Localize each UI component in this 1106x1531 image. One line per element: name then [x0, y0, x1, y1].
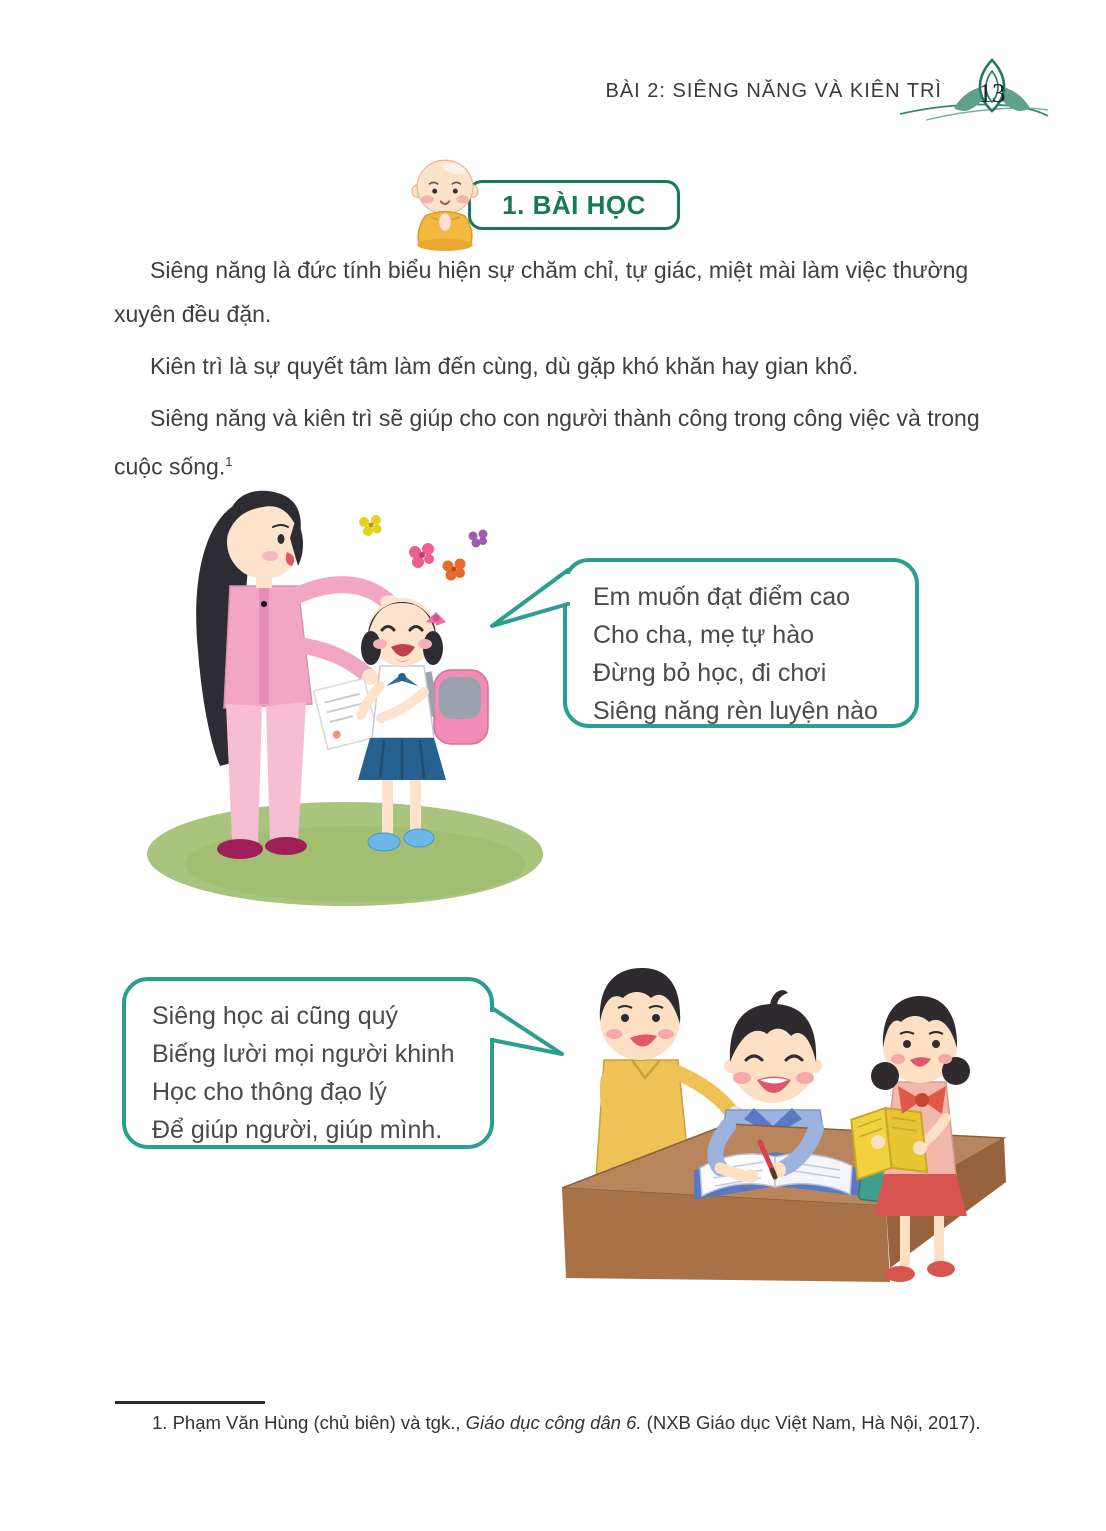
- bubble-line: Học cho thông đạo lý: [152, 1078, 387, 1106]
- footnote-rule: [115, 1401, 265, 1404]
- illustration-study-group: [548, 948, 1008, 1293]
- footnote: [114, 1412, 1014, 1434]
- illustration-mother-daughter: [140, 446, 560, 916]
- bubble-line: Em muốn đạt điểm cao: [593, 583, 851, 611]
- speech-bubble-tail-right: [488, 1004, 568, 1068]
- bubble-line: Biếng lười mọi người khinh: [152, 1040, 455, 1068]
- footnote-book-title: Giáo dục công dân 6.: [465, 1412, 642, 1433]
- flower-yellow: [359, 515, 382, 536]
- page-number: 13: [978, 78, 1006, 108]
- bubble-line: Cho cha, mẹ tự hào: [593, 621, 815, 649]
- speech-bubble-tail-left: [488, 566, 572, 648]
- bubble-line: Đừng bỏ học, đi chơi: [593, 659, 827, 687]
- flower-orange: [443, 559, 466, 581]
- lotus-page-emblem: [898, 56, 1050, 134]
- paragraph-conclusion: Siêng năng và kiên trì sẽ giúp cho con người thành công trong công việc và trong cuộc sống.$^1$: [114, 405, 980, 480]
- paragraph-kien-tri: Kiên trì là sự quyết tâm làm đến cùng, dù gặp khó khăn hay gian khổ.: [150, 353, 859, 379]
- footnote-marker: 1: [225, 454, 233, 469]
- bubble-line: Để giúp người, giúp mình.: [152, 1116, 443, 1144]
- bubble-line: Siêng năng rèn luyện nào: [593, 697, 878, 725]
- chapter-header: BÀI 2: SIÊNG NĂNG VÀ KIÊN TRÌ: [605, 80, 942, 102]
- footnote-suffix: (NXB Giáo dục Việt Nam, Hà Nội, 2017).: [641, 1412, 981, 1433]
- monk-mascot-icon: [404, 154, 486, 252]
- speech-bubble-mother-daughter: [563, 558, 919, 728]
- paragraph-sieng-nang: Siêng năng là đức tính biểu hiện sự chăm chỉ, tự giác, miệt mài làm việc thường xuyên đều đặn.: [114, 257, 969, 327]
- section-badge-label: 1. BÀI HỌC: [502, 189, 646, 220]
- section-badge: [468, 180, 680, 230]
- footnote-prefix: 1. Phạm Văn Hùng (chủ biên) và tgk.,: [152, 1412, 466, 1433]
- flower-pink: [409, 543, 434, 568]
- speech-bubble-study-group: [122, 977, 494, 1149]
- bubble-line: Siêng học ai cũng quý: [152, 1002, 399, 1030]
- flower-purple: [469, 530, 488, 548]
